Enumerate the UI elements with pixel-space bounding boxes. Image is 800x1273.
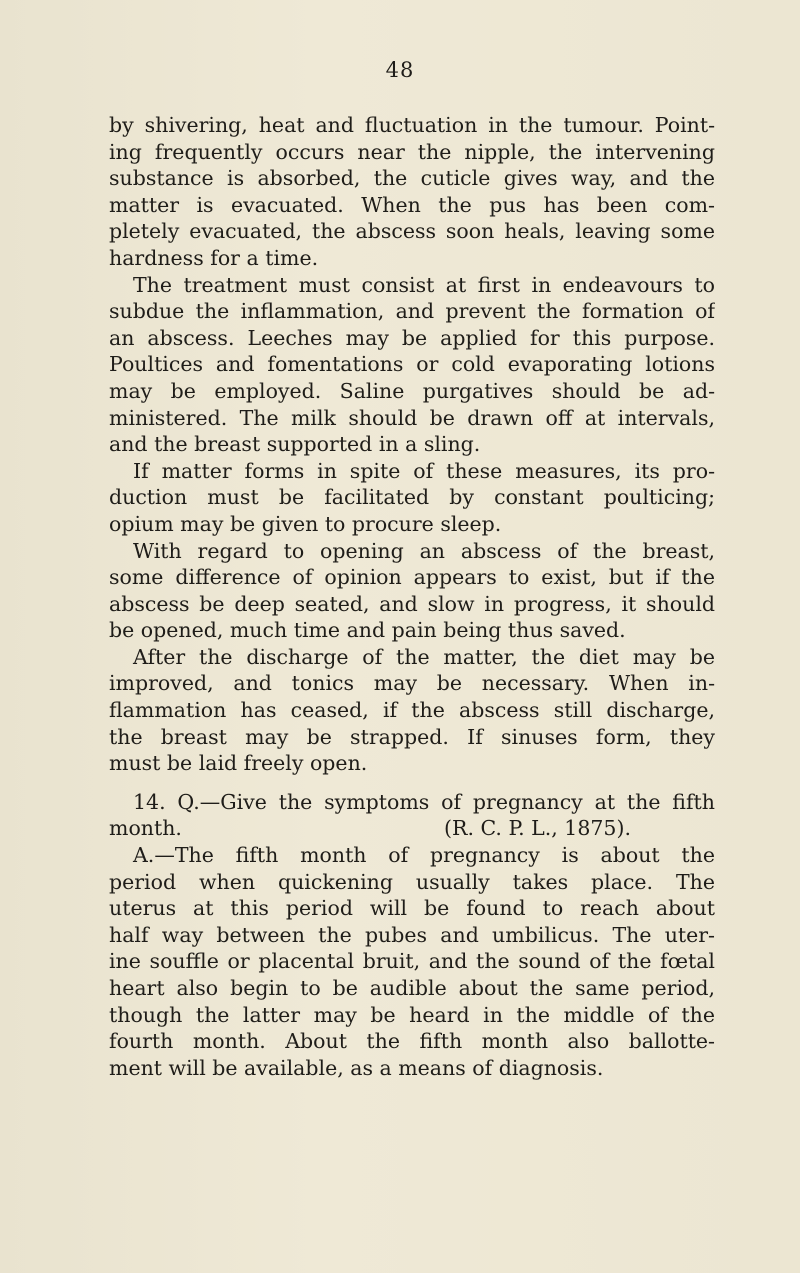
paragraph-treatment	[109, 272, 715, 458]
text-line: pletely evacuated, the abscess soon heals, leaving some	[109, 219, 715, 244]
text-line: ministered. The milk should be drawn off at intervals,	[109, 405, 715, 430]
text-line: If matter forms in spite of these measures, its pro-	[133, 458, 715, 483]
text-line: improved, and tonics may be necessary. When in-	[109, 671, 715, 696]
text-line: matter is evacuated. When the pus has been com-	[109, 192, 715, 217]
text-line: be opened, much time and pain being thus saved.	[109, 618, 626, 643]
section-gap	[109, 777, 715, 789]
text-line: Poultices and fomentations or cold evaporating lotions	[109, 352, 715, 377]
text-line: an abscess. Leeches may be applied for this purpose.	[109, 325, 715, 350]
answer-14	[109, 842, 715, 1081]
text-line: hardness for a time.	[109, 245, 319, 270]
question-line: 14. Q.—Give the symptoms of pregnancy at the fifth	[133, 789, 715, 814]
paragraph-symptoms-abscess	[109, 112, 715, 272]
question-text: month.	[109, 816, 182, 841]
question-14	[109, 789, 715, 842]
answer-line: A.—The fifth month of pregnancy is about the	[133, 843, 715, 868]
answer-line: though the latter may be heard in the middle of the	[109, 1002, 715, 1027]
text-line: The treatment must consist at first in endeavours to	[133, 272, 715, 297]
text-line: With regard to opening an abscess of the breast,	[133, 538, 715, 563]
text-line: the breast may be strapped. If sinuses form, they	[109, 724, 715, 749]
answer-line: ine souffle or placental bruit, and the sound of the fœtal	[109, 949, 715, 974]
answer-line: fourth month. About the fifth month also ballotte-	[109, 1029, 715, 1054]
page-body	[109, 112, 715, 1081]
text-line: abscess be deep seated, and slow in progress, it should	[109, 591, 715, 616]
answer-line: period when quickening usually takes place. The	[109, 869, 715, 894]
text-line: opium may be given to procure sleep.	[109, 511, 502, 536]
text-line: by shivering, heat and fluctuation in the tumour. Point-	[109, 113, 715, 137]
text-line: and the breast supported in a sling.	[109, 432, 481, 457]
exam-reference: (R. C. P. L., 1875).	[444, 816, 631, 841]
text-line: subdue the inflammation, and prevent the formation of	[109, 299, 715, 324]
page-number: 48	[385, 58, 415, 82]
question-line-2	[109, 815, 715, 842]
text-line: substance is absorbed, the cuticle gives way, and the	[109, 166, 715, 191]
paragraph-matter-forms	[109, 458, 715, 538]
text-line: flammation has ceased, if the abscess still discharge,	[109, 698, 715, 723]
answer-line: heart also begin to be audible about the same period,	[109, 976, 715, 1000]
text-line: After the discharge of the matter, the diet may be	[133, 644, 715, 669]
text-line: some difference of opinion appears to exist, but if the	[109, 565, 715, 590]
text-line: ing frequently occurs near the nipple, the intervening	[109, 139, 715, 164]
answer-line: half way between the pubes and umbilicus. The uter-	[109, 922, 715, 947]
text-line: may be employed. Saline purgatives should be ad-	[109, 378, 715, 403]
paragraph-opening-abscess	[109, 538, 715, 644]
text-line: duction must be facilitated by constant poulticing;	[109, 485, 715, 510]
paragraph-after-discharge	[109, 644, 715, 777]
answer-line: uterus at this period will be found to reach about	[109, 896, 715, 921]
text-line: must be laid freely open.	[109, 751, 368, 776]
answer-line: ment will be available, as a means of diagnosis.	[109, 1055, 604, 1080]
